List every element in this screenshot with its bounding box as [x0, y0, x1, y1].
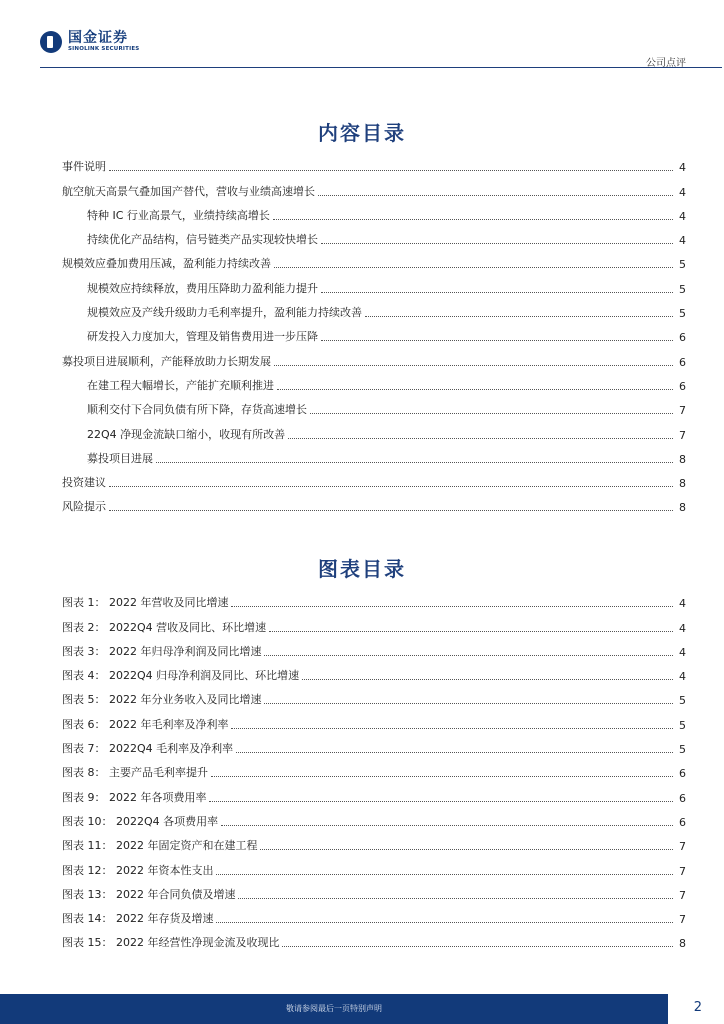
- figure-entry-label: 图表 9： 2022 年各项费用率: [62, 790, 207, 804]
- figure-entry-page: 7: [679, 864, 686, 878]
- figure-entry-page: 4: [679, 670, 686, 684]
- figure-entry-label: 图表 13： 2022 年合同负债及增速: [62, 887, 236, 901]
- toc-entry-label: 规模效应及产线升级助力毛利率提升，盈利能力持续改善: [87, 306, 362, 320]
- dot-leader: [321, 242, 673, 244]
- figure-entry[interactable]: [62, 829, 686, 853]
- figure-entry-page: 6: [679, 791, 686, 805]
- dot-leader: [269, 630, 673, 632]
- dot-leader: [211, 775, 673, 777]
- toc-entry[interactable]: [62, 320, 686, 344]
- toc-entry-label: 募投项目进展顺利，产能释放助力长期发展: [62, 354, 271, 368]
- toc-entry[interactable]: [62, 369, 686, 393]
- toc-entry-label: 在建工程大幅增长，产能扩充顺利推进: [87, 378, 274, 392]
- toc-entry-label: 研发投入力度加大，管理及销售费用进一步压降: [87, 330, 318, 344]
- toc-entry-label: 规模效应叠加费用压减，盈利能力持续改善: [62, 257, 271, 271]
- figure-entry[interactable]: [62, 707, 686, 731]
- dot-leader: [109, 509, 673, 511]
- toc-entry-label: 22Q4 净现金流缺口缩小，收现有所改善: [87, 427, 286, 441]
- toc-entry-page: 5: [679, 282, 686, 296]
- toc-entry-label: 航空航天高景气叠加国产替代，营收与业绩高速增长: [62, 184, 315, 198]
- toc-entry[interactable]: [62, 442, 686, 466]
- figure-entry-label: 图表 8： 主要产品毛利率提升: [62, 766, 208, 780]
- figure-entry-page: 5: [679, 743, 686, 757]
- dot-leader: [156, 461, 673, 463]
- toc-entry-page: 6: [679, 379, 686, 393]
- toc-entry-label: 规模效应持续释放，费用压降助力盈利能力提升: [87, 281, 318, 295]
- toc-entry[interactable]: [62, 344, 686, 368]
- toc-entry[interactable]: [62, 150, 686, 174]
- toc-entry[interactable]: [62, 490, 686, 514]
- dot-leader: [231, 727, 673, 729]
- toc-entry[interactable]: [62, 199, 686, 223]
- dot-leader: [264, 654, 673, 656]
- toc-entry[interactable]: [62, 247, 686, 271]
- dot-leader: [109, 485, 673, 487]
- figure-entry[interactable]: [62, 635, 686, 659]
- figure-entry-label: 图表 11： 2022 年固定资产和在建工程: [62, 839, 258, 853]
- toc-entry-page: 4: [679, 234, 686, 248]
- toc-entry-label: 募投项目进展: [87, 451, 153, 465]
- figure-entry[interactable]: [62, 659, 686, 683]
- page-header: [0, 0, 724, 70]
- figure-entry-page: 7: [679, 888, 686, 902]
- logo-icon: [40, 31, 62, 53]
- toc-entry-page: 8: [679, 501, 686, 515]
- toc-entry-label: 投资建议: [62, 476, 106, 490]
- figure-entry[interactable]: [62, 586, 686, 610]
- toc-entry-page: 5: [679, 258, 686, 272]
- dot-leader: [321, 339, 673, 341]
- figure-entry-label: 图表 3： 2022 年归母净利润及同比增速: [62, 644, 262, 658]
- disclaimer-note: 敬请参阅最后一页特别声明: [286, 1004, 382, 1013]
- figures-list: [62, 586, 686, 950]
- toc-entry-label: 风险提示: [62, 500, 106, 514]
- dot-leader: [216, 873, 673, 875]
- toc-entry[interactable]: [62, 466, 686, 490]
- figure-entry-page: 6: [679, 815, 686, 829]
- dot-leader: [273, 218, 673, 220]
- toc-entry-label: 持续优化产品结构，信号链类产品实现较快增长: [87, 233, 318, 247]
- figure-entry-label: 图表 4： 2022Q4 归母净利润及同比、环比增速: [62, 669, 300, 683]
- logo-name-en: SINOLINK SECURITIES: [68, 46, 140, 53]
- figure-entry-page: 7: [679, 840, 686, 854]
- dot-leader: [231, 605, 673, 607]
- figure-entry[interactable]: [62, 683, 686, 707]
- dot-leader: [274, 266, 673, 268]
- figure-entry-label: 图表 12： 2022 年资本性支出: [62, 863, 214, 877]
- toc-entry-label: 特种 IC 行业高景气，业绩持续高增长: [87, 208, 270, 222]
- contents-title: 内容目录: [318, 121, 406, 145]
- dot-leader: [288, 437, 673, 439]
- logo-name-cn: 国金证券: [68, 30, 128, 47]
- figure-entry-page: 4: [679, 597, 686, 611]
- figure-entry[interactable]: [62, 780, 686, 804]
- figure-entry[interactable]: [62, 805, 686, 829]
- figure-entry-page: 4: [679, 621, 686, 635]
- dot-leader: [321, 291, 673, 293]
- toc-entry[interactable]: [62, 174, 686, 198]
- toc-entry-label: 事件说明: [62, 160, 106, 174]
- toc-entry[interactable]: [62, 296, 686, 320]
- toc-entry-page: 7: [679, 428, 686, 442]
- document-type: 公司点评: [646, 58, 686, 69]
- dot-leader: [277, 388, 673, 390]
- toc-entry-page: 4: [679, 161, 686, 175]
- figure-entry[interactable]: [62, 756, 686, 780]
- dot-leader: [274, 364, 673, 366]
- figure-entry-label: 图表 10： 2022Q4 各项费用率: [62, 814, 219, 828]
- dot-leader: [282, 945, 673, 947]
- toc-entry-page: 6: [679, 355, 686, 369]
- dot-leader: [221, 824, 673, 826]
- toc-entry-page: 7: [679, 404, 686, 418]
- toc-entry-page: 6: [679, 331, 686, 345]
- toc-entry[interactable]: [62, 393, 686, 417]
- toc-entry[interactable]: [62, 271, 686, 295]
- dot-leader: [310, 412, 673, 414]
- figure-entry-label: 图表 7： 2022Q4 毛利率及净利率: [62, 742, 234, 756]
- dot-leader: [238, 897, 673, 899]
- figure-entry-page: 8: [679, 937, 686, 951]
- figure-entry-label: 图表 5： 2022 年分业务收入及同比增速: [62, 693, 262, 707]
- dot-leader: [302, 678, 673, 680]
- dot-leader: [264, 702, 673, 704]
- dot-leader: [236, 751, 673, 753]
- dot-leader: [109, 169, 673, 171]
- toc-entry[interactable]: [62, 417, 686, 441]
- toc-entry[interactable]: [62, 223, 686, 247]
- dot-leader: [209, 800, 673, 802]
- toc-entry-page: 5: [679, 307, 686, 321]
- toc-entry-page: 4: [679, 209, 686, 223]
- dot-leader: [318, 194, 673, 196]
- figures-title: 图表目录: [318, 557, 406, 581]
- figure-entry[interactable]: [62, 926, 686, 950]
- dot-leader: [365, 315, 673, 317]
- toc-entry-label: 顺利交付下合同负债有所下降，存货高速增长: [87, 403, 307, 417]
- figure-entry[interactable]: [62, 610, 686, 634]
- figure-entry[interactable]: [62, 853, 686, 877]
- dot-leader: [260, 848, 673, 850]
- figure-entry-page: 5: [679, 718, 686, 732]
- figure-entry-label: 图表 1： 2022 年营收及同比增速: [62, 596, 229, 610]
- page-number: 2: [693, 1000, 702, 1015]
- figure-entry-label: 图表 2： 2022Q4 营收及同比、环比增速: [62, 620, 267, 634]
- toc-entry-page: 4: [679, 185, 686, 199]
- figure-entry-label: 图表 15： 2022 年经营性净现金流及收现比: [62, 936, 280, 950]
- figure-entry[interactable]: [62, 902, 686, 926]
- figure-entry-page: 6: [679, 767, 686, 781]
- toc-entry-page: 8: [679, 477, 686, 491]
- figure-entry-page: 4: [679, 645, 686, 659]
- contents-list: [62, 150, 686, 514]
- figure-entry-label: 图表 6： 2022 年毛利率及净利率: [62, 717, 229, 731]
- figure-entry[interactable]: [62, 732, 686, 756]
- dot-leader: [216, 921, 673, 923]
- figure-entry-page: 5: [679, 694, 686, 708]
- figure-entry-page: 7: [679, 913, 686, 927]
- brand-logo: [40, 29, 139, 55]
- figure-entry[interactable]: [62, 878, 686, 902]
- page-footer: [0, 994, 724, 1024]
- toc-entry-page: 8: [679, 452, 686, 466]
- header-divider: [40, 67, 722, 68]
- figure-entry-label: 图表 14： 2022 年存货及增速: [62, 912, 214, 926]
